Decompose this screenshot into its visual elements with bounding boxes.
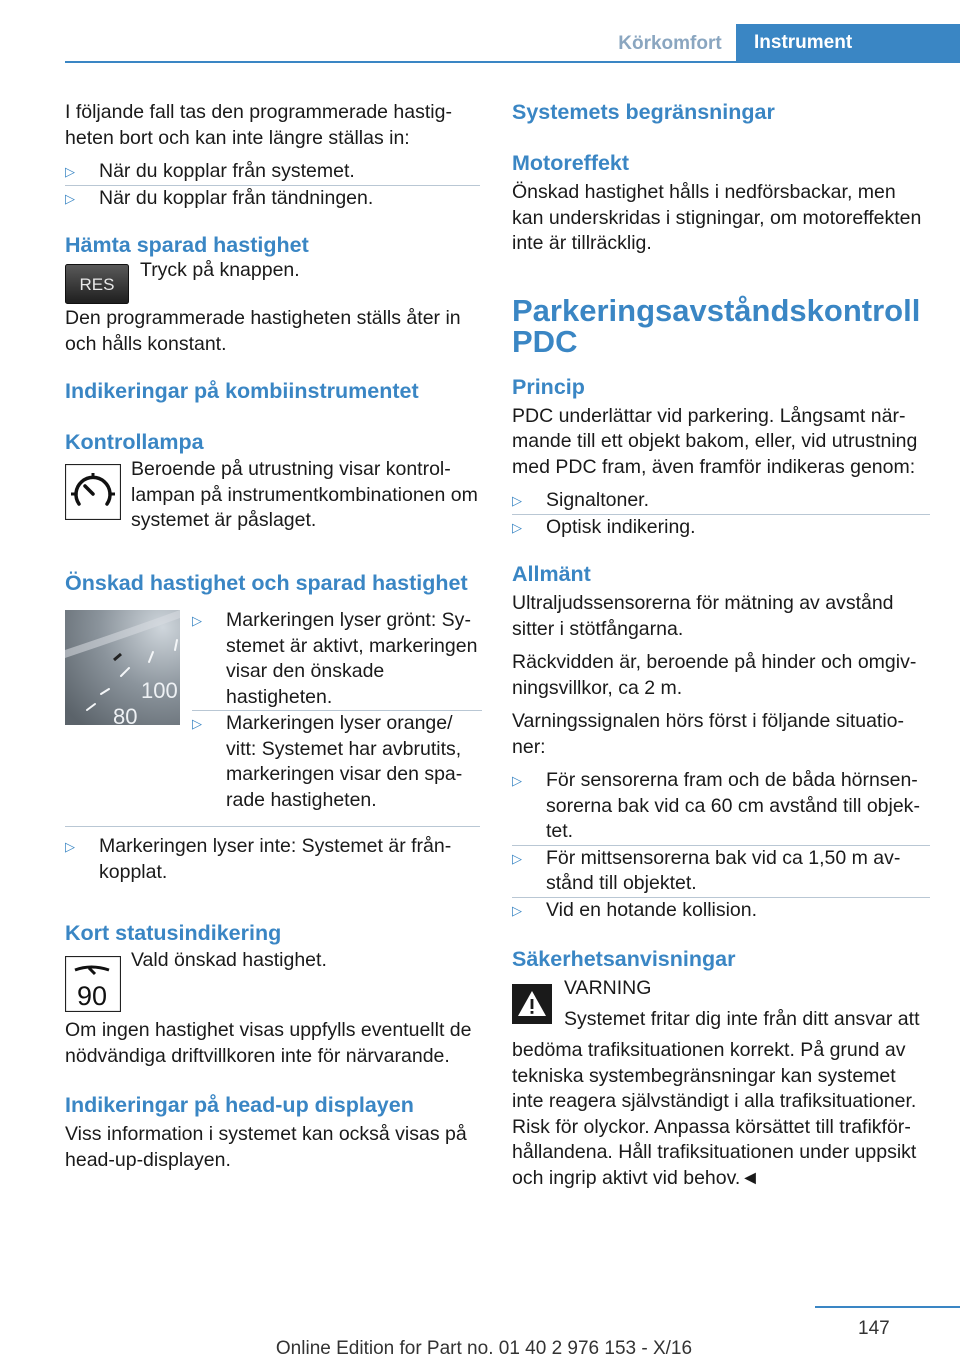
heading-kontrollampa: Kontrollampa [65,430,204,454]
list-item-text: Optisk indikering. [546,515,696,538]
footer-rule [815,1306,960,1308]
triangle-bullet-icon: ▷ [192,613,202,628]
onskad-row [65,608,480,820]
page-number: 147 [858,1318,890,1339]
cruise-control-lamp-icon [65,464,121,528]
heading-indikeringar-kombiinstrumentet: Indikeringar på kombiinstrumentet [65,379,419,403]
intro-paragraph: I följande fall tas den programmerade hastigheten bort och kan inte längre ställas in: [65,101,452,149]
heading-pdc-line1: Parkeringsavståndskontroll [512,292,921,328]
triangle-bullet-icon: ▷ [65,164,75,179]
list-item [65,186,480,212]
onskad-list [192,608,482,813]
res-button-label: RES [79,275,115,294]
list-item-text: Signaltoner. [546,489,649,511]
list-item-text: Markeringen lyser inte: Systemet är frånkopplat. [99,835,452,883]
kontrollampa-text: Beroende på utrustning visar kontrollampan på instrumentkombinationen om systemet är påslaget. [131,458,478,531]
triangle-bullet-icon: ▷ [192,716,202,731]
allmant-paragraph-1: Ultraljudssensorerna för mätning av avstånd sitter i stötfångarna. [512,592,894,640]
res-button-icon [65,264,129,312]
heading-head-up-displayen: Indikeringar på head-up displayen [65,1093,414,1117]
triangle-bullet-icon: ▷ [512,850,522,866]
allmant-paragraph-3: Varningssignalen hörs först i följande situationer: [512,710,905,758]
right-column [512,100,930,1191]
left-column [65,100,480,1181]
speedo-label-80: 80 [113,704,138,725]
list-item-text: För mittsensorerna bak vid ca 1,50 m avstånd till objektet. [546,846,901,894]
list-item [65,159,480,185]
warning-row [512,977,930,1038]
short-status-speed-value: 90 [76,981,108,1011]
header-tab-korkomfort: Körkomfort [618,33,722,54]
triangle-bullet-icon: ▷ [512,519,522,535]
heading-pdc-line2: PDC [512,323,578,359]
list-item [192,608,482,710]
list-item-text: När du kopplar från systemet. [99,160,355,182]
res-paragraph: Den programmerade hastigheten ställs åter in och hålls konstant. [65,307,461,355]
list-item [512,488,930,514]
onskad-list-2 [65,834,480,885]
warning-text: bedöma trafiksituationen korrekt. På grund av tekniska systembegränsningar kan systemet inte reagera självständigt i alla trafiksituationer. Risk för olyckor. Anpassa körsättet till trafikförhållandena. Håll trafiksituationen under uppsikt och ingrip aktivt vid behov.◄ [512,1039,917,1189]
speedometer-image [65,610,180,733]
speedo-label-100: 100 [141,678,178,703]
list-item-text: När du kopplar från tändningen. [99,186,374,209]
list-item [192,711,482,813]
triangle-bullet-icon: ▷ [512,902,522,918]
heading-sakerhetsanvisningar: Säkerhetsanvisningar [512,947,736,971]
heading-hamta-sparad-hastighet: Hämta sparad hastighet [65,233,309,257]
heading-allmant: Allmänt [512,562,591,586]
allmant-list [512,768,930,923]
header-rule [65,61,960,63]
intro-list [65,159,480,211]
list-item-text: Vid en hotande kollision. [546,898,758,921]
heading-systemets-begransningar: Systemets begränsningar [512,100,775,124]
heading-motoreffekt: Motoreffekt [512,151,630,175]
triangle-bullet-icon: ▷ [65,839,75,854]
edition-footer: Online Edition for Part no. 01 40 2 976 153 - X/16 [275,1338,693,1359]
heading-princip: Princip [512,374,585,399]
list-item [512,515,930,541]
list-item [512,898,930,924]
headup-paragraph: Viss information i systemet kan också visas på head-up-displayen. [65,1123,467,1171]
list-separator [65,826,480,827]
triangle-bullet-icon: ▷ [512,493,522,508]
princip-list [512,488,930,540]
header-tab-instrument: Instrument [736,24,960,63]
warning-first-line: Systemet fritar dig inte från ditt ansvar att [564,1008,920,1030]
kort-paragraph: Om ingen hastighet visas uppfylls eventuellt de nödvändiga driftvillkoren inte för närvarande. [65,1019,472,1067]
res-row [65,259,480,306]
res-instruction: Tryck på knappen. [140,259,300,281]
list-item [65,834,480,885]
heading-onskad-hastighet: Önskad hastighet och sparad hastighet [65,571,468,595]
list-item-text: För sensorerna fram och de båda hörnsensorerna bak vid ca 60 cm avstånd till objektet. [546,769,920,842]
list-item-text: Markeringen lyser grönt: Systemet är aktivt, markeringen visar den önskade hastigheten. [226,609,478,708]
kort-row [65,949,480,1018]
kontrollampa-row [65,459,480,541]
list-item [512,768,930,845]
warning-triangle-icon [512,984,552,1032]
princip-paragraph: PDC underlättar vid parkering. Långsamt närmande till ett objekt bakom, eller, vid utrustning med PDC fram, även framför indikeras genom: [512,404,918,478]
heading-kort-statusindikering: Kort statusindikering [65,921,282,945]
list-item-text: Markeringen lyser orange/ vitt: Systemet har avbrutits, markeringen visar den sparade hastigheten. [226,712,463,811]
triangle-bullet-icon: ▷ [512,773,522,788]
list-item [512,846,930,897]
allmant-paragraph-2: Räckvidden är, beroende på hinder och omgivningsvillkor, ca 2 m. [512,651,917,699]
triangle-bullet-icon: ▷ [65,190,75,206]
kort-text: Vald önskad hastighet. [131,949,327,971]
motoreffekt-paragraph: Önskad hastighet hålls i nedförsbackar, men kan underskridas i stigningar, om motoreffekten inte är tillräcklig. [512,181,922,254]
short-status-speed-icon [65,956,121,1020]
warning-title: VARNING [564,977,652,999]
